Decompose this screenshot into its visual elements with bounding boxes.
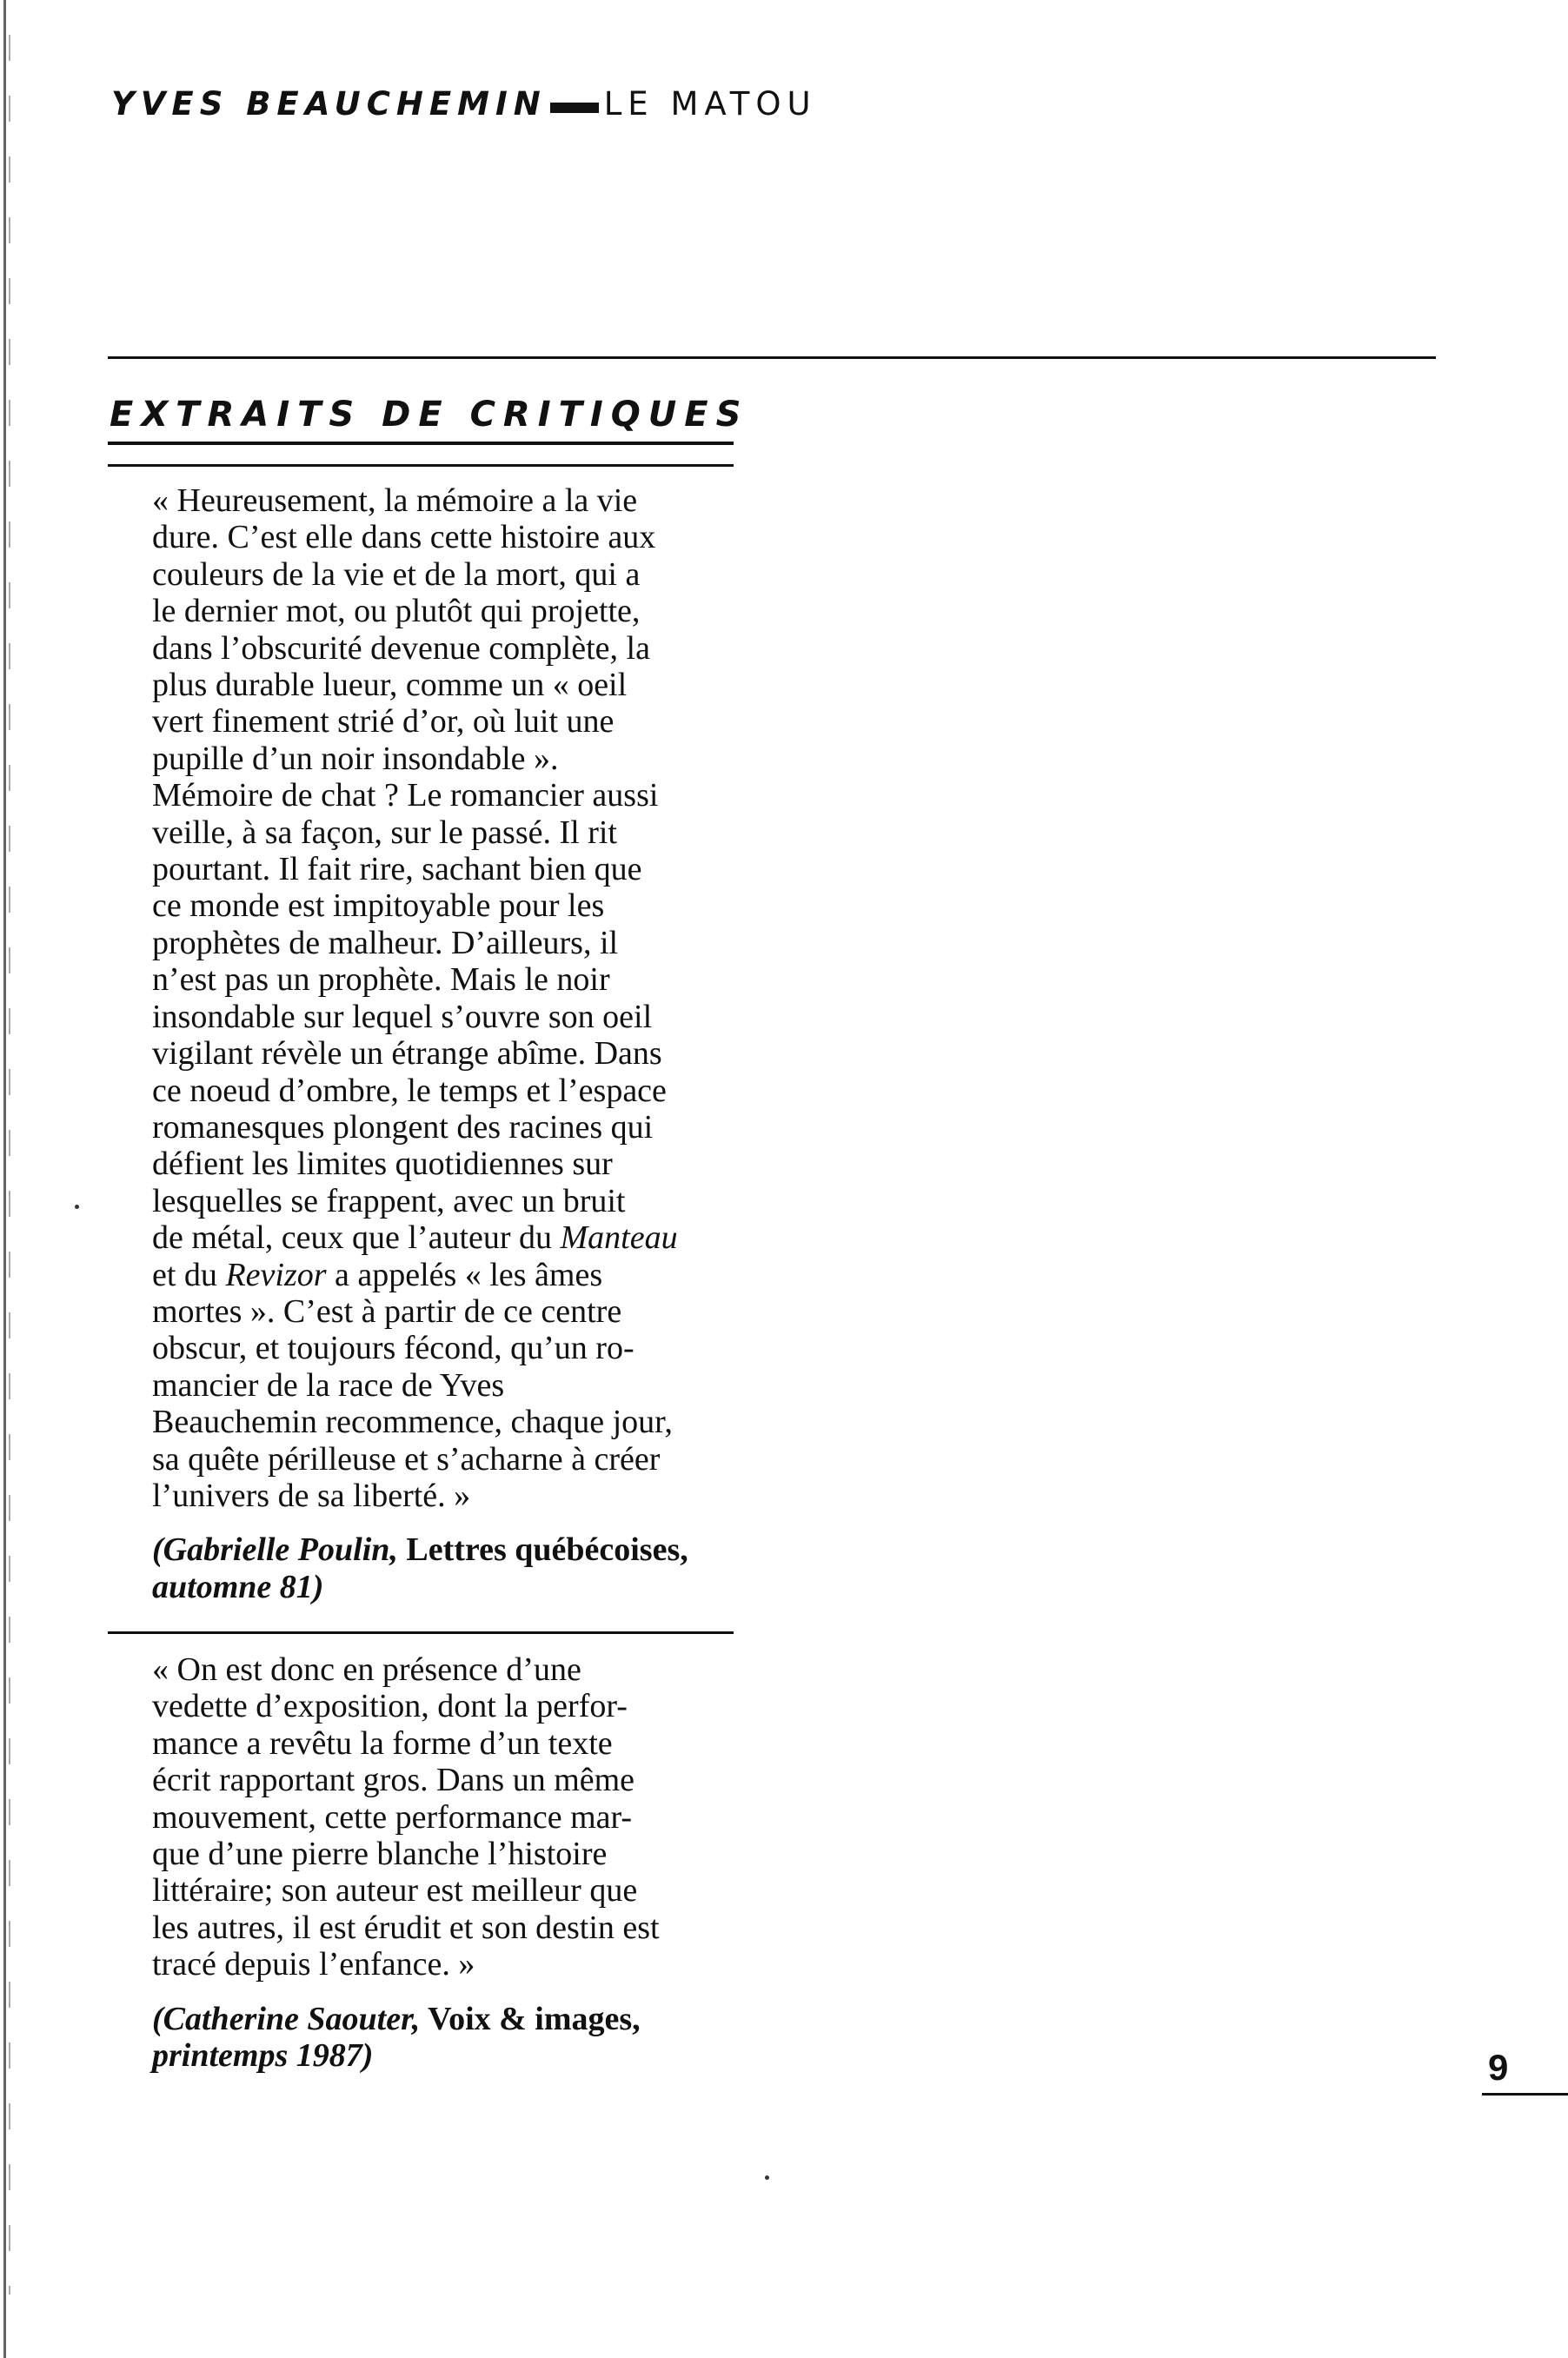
quote-line: plus durable lueur, comme un « oeil: [152, 667, 628, 704]
section-title-underline: [108, 442, 734, 445]
section-title: EXTRAITS DE CRITIQUES: [110, 395, 749, 435]
quote-line: littéraire; son auteur est meilleur que: [152, 1872, 638, 1910]
quote-line: Mémoire de chat ? Le romancier aussi: [152, 777, 659, 814]
quote-line: [152, 1219, 743, 1256]
quote-line: veille, à sa façon, sur le passé. Il rit: [152, 814, 617, 851]
running-head-book: LE MATOU: [603, 85, 817, 123]
review-quote-2-text: [152, 1651, 743, 1983]
quote-line: couleurs de la vie et de la mort, qui a: [152, 555, 641, 593]
review-quote-2-citation: [152, 2001, 743, 2075]
quote-line: lesquelles se frappent, avec un bruit: [152, 1182, 626, 1219]
page-binding-shadow: [9, 35, 10, 2295]
quote-line: sa quête périlleuse et s’acharne à créer: [152, 1440, 661, 1478]
quote-line: mouvement, cette performance mar-: [152, 1798, 633, 1836]
quote-line: vigilant révèle un étrange abîme. Dans: [152, 1035, 662, 1073]
quote-line: dans l’obscurité devenue complète, la: [152, 629, 650, 667]
top-rule: [108, 356, 1436, 359]
scan-speck: [765, 2175, 769, 2180]
quote-line: les autres, il est érudit et son destin est: [152, 1909, 660, 1946]
quote-line: romanesques plongent des racines qui: [152, 1108, 654, 1146]
quote-line: mortes ». C’est à partir de ce centre: [152, 1292, 622, 1330]
page-number: 9: [1488, 2047, 1509, 2088]
quote-line: obscur, et toujours fécond, qu’un ro-: [152, 1330, 635, 1367]
quote-line: pourtant. Il fait rire, sachant bien que: [152, 851, 642, 888]
quote-line: vedette d’exposition, dont la perfor-: [152, 1688, 628, 1725]
quote-line: pupille d’un noir insondable ».: [152, 740, 559, 777]
citation-critic: (Catherine Saouter,: [152, 2000, 421, 2037]
citation-line: [152, 2001, 743, 2037]
quote-line: tracé depuis l’enfance. »: [152, 1946, 475, 1983]
work-title-revizor: Revizor: [225, 1256, 327, 1293]
page-binding-edge: [3, 0, 6, 2358]
quote-line: prophètes de malheur. D’ailleurs, il: [152, 924, 619, 961]
quote-line: « Heureusement, la mémoire a la vie: [152, 482, 638, 519]
citation-source: Lettres québécoises,: [397, 1531, 688, 1569]
review-quote-1: [152, 482, 743, 1605]
citation-date: printemps 1987): [152, 2037, 374, 2075]
quote-text: de métal, ceux que l’auteur du: [152, 1219, 561, 1257]
citation-date: automne 81): [152, 1568, 324, 1605]
quote-line: écrit rapportant gros. Dans un même: [152, 1762, 635, 1799]
review-quote-1-citation: [152, 1531, 743, 1605]
quote-line: ce noeud d’ombre, le temps et l’espace: [152, 1072, 667, 1109]
quote-line: défient les limites quotidiennes sur: [152, 1146, 613, 1183]
page-number-rule: [1482, 2093, 1568, 2096]
quote-line: le dernier mot, ou plutôt qui projette,: [152, 593, 641, 630]
scan-speck: [75, 1205, 79, 1209]
quote-line: mancier de la race de Yves: [152, 1366, 505, 1404]
running-head-separator: [550, 103, 599, 113]
quote-text: et du: [152, 1256, 226, 1293]
quote-line: Beauchemin recommence, chaque jour,: [152, 1404, 673, 1441]
quote-line: ce monde est impitoyable pour les: [152, 887, 605, 925]
quote-divider-rule: [108, 1631, 734, 1634]
quote-line: mance a revêtu la forme d’un texte: [152, 1724, 613, 1762]
running-head-author: YVES BEAUCHEMIN: [111, 85, 547, 123]
quote-line: n’est pas un prophète. Mais le noir: [152, 961, 610, 999]
work-title-manteau: Manteau: [560, 1219, 678, 1257]
quote-text: a appelés « les âmes: [326, 1256, 603, 1293]
section-title-rule: [108, 464, 734, 467]
quote-line: [152, 1257, 743, 1293]
quote-line: vert finement strié d’or, où luit une: [152, 703, 615, 741]
running-head: [111, 85, 817, 123]
quote-line: que d’une pierre blanche l’histoire: [152, 1836, 608, 1873]
citation-line: [152, 1531, 743, 1568]
quote-line: insondable sur lequel s’ouvre son oeil: [152, 998, 653, 1035]
review-quote-2: [152, 1651, 743, 2074]
quote-line: « On est donc en présence d’une: [152, 1651, 581, 1688]
review-quote-1-text: [152, 482, 743, 1514]
quote-line: dure. C’est elle dans cette histoire aux: [152, 519, 656, 556]
quote-line: l’univers de sa liberté. »: [152, 1477, 471, 1514]
citation-critic: (Gabrielle Poulin,: [152, 1531, 398, 1569]
citation-source: Voix & images,: [420, 2000, 641, 2037]
